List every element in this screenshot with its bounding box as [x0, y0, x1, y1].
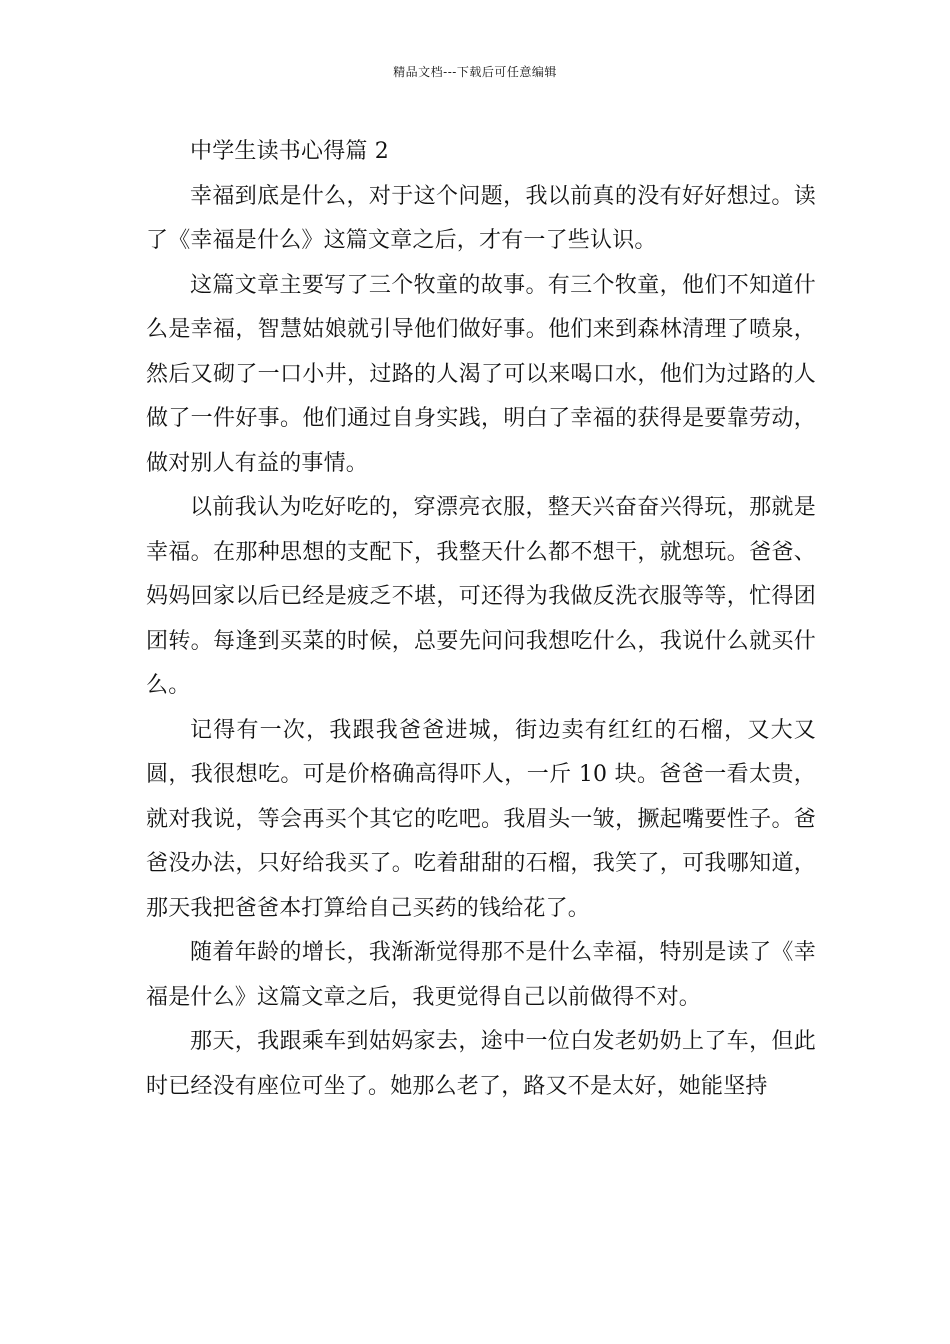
paragraph: 那天，我跟乘车到姑妈家去，途中一位白发老奶奶上了车，但此时已经没有座位可坐了。她那么老了，路又不是太好，她能坚持 — [146, 1029, 816, 1099]
document-title: 中学生读书心得篇 2 — [190, 139, 389, 164]
document-body — [146, 130, 816, 1109]
paragraph: 幸福到底是什么，对于这个问题，我以前真的没有好好想过。读了《幸福是什么》这篇文章之后，才有一了些认识。 — [146, 183, 816, 253]
paragraph: 随着年龄的增长，我渐渐觉得那不是什么幸福，特别是读了《幸福是什么》这篇文章之后，我更觉得自己以前做得不对。 — [146, 940, 816, 1010]
paragraph: 这篇文章主要写了三个牧童的故事。有三个牧童，他们不知道什么是幸福，智慧姑娘就引导他们做好事。他们来到森林清理了喷泉，然后又砌了一口小井，过路的人渴了可以来喝口水，他们为过路的人做了一件好事。他们通过自身实践，明白了幸福的获得是要靠劳动，做对别人有益的事情。 — [146, 272, 816, 476]
paragraph: 记得有一次，我跟我爸爸进城，街边卖有红红的石榴，又大又圆，我很想吃。可是价格确高得吓人，一斤 10 块。爸爸一看太贵，就对我说，等会再买个其它的吃吧。我眉头一皱，撅起嘴要性子。爸爸没办法，只好给我买了。吃着甜甜的石榴，我笑了，可我哪知道，那天我把爸爸本打算给自己买药的钱给花了。 — [146, 717, 816, 921]
page-header: 精品文档---下载后可任意编辑 — [393, 65, 557, 79]
paragraph: 以前我认为吃好吃的，穿漂亮衣服，整天兴奋奋兴得玩，那就是幸福。在那种思想的支配下，我整天什么都不想干，就想玩。爸爸、妈妈回家以后已经是疲乏不堪，可还得为我做反洗衣服等等，忙得团团转。每逢到买菜的时候，总要先问问我想吃什么，我说什么就买什么。 — [146, 495, 816, 698]
